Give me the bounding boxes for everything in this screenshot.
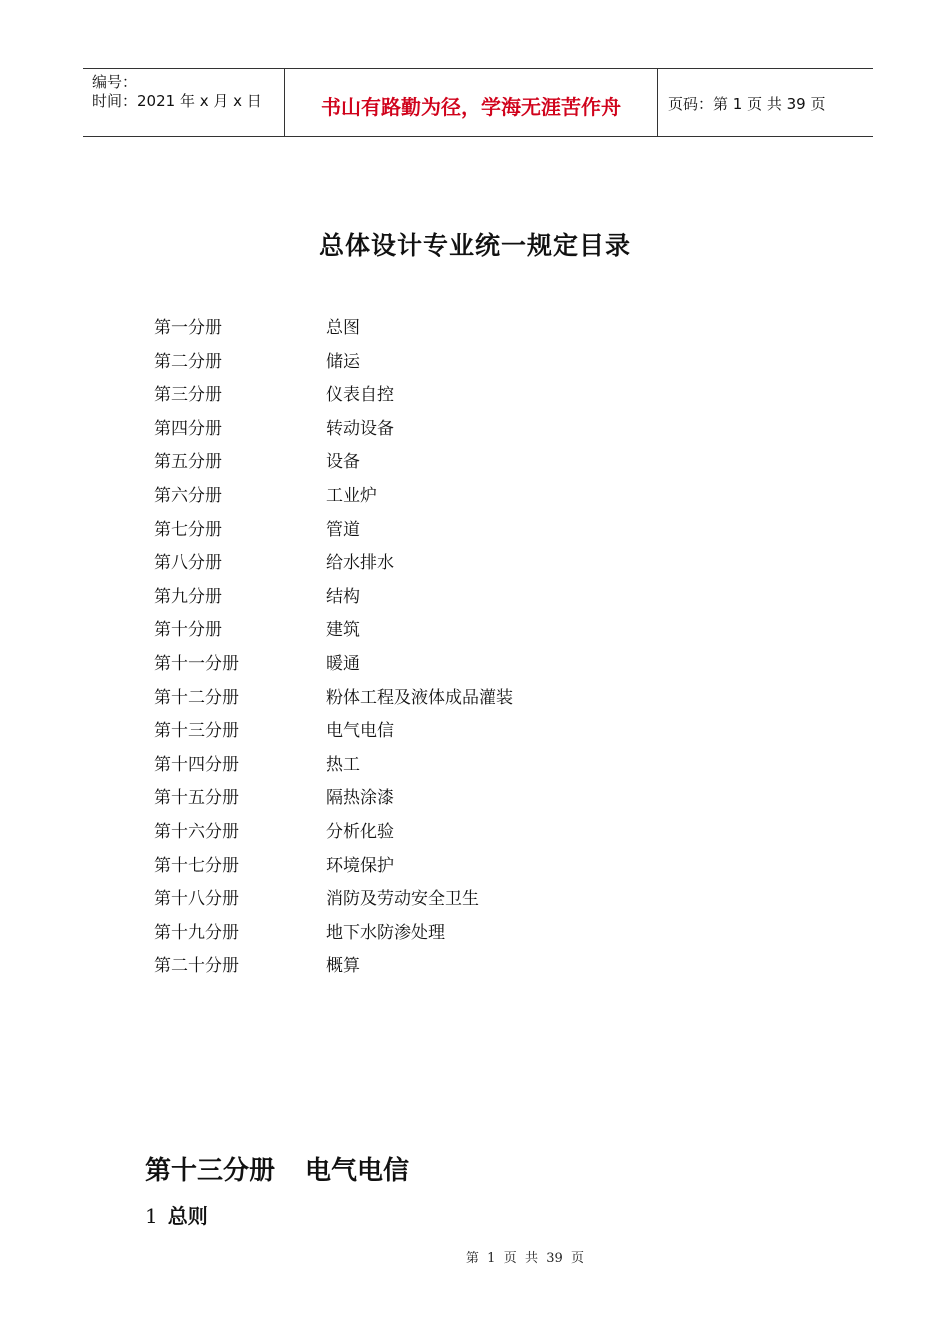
number-label: 编号：	[92, 73, 138, 91]
toc-item-number: 第四分册	[154, 418, 222, 439]
toc-item-name: 建筑	[326, 620, 360, 641]
subsection-number: 1	[145, 1204, 158, 1228]
toc-item-name: 热工	[326, 754, 360, 775]
toc-item-name: 电气电信	[326, 721, 394, 742]
toc-item-name: 消防及劳动安全卫生	[326, 889, 479, 910]
toc-item-name: 概算	[326, 956, 360, 977]
subsection-name: 总则	[167, 1204, 208, 1228]
header-page-cell	[658, 69, 873, 136]
toc-item-number: 第三分册	[154, 385, 222, 406]
toc-item-number: 第十一分册	[154, 653, 239, 674]
toc-item-name: 储运	[326, 351, 360, 372]
toc-item-name: 结构	[326, 586, 360, 607]
page-footer: 第 1 页 共 39 页	[465, 1251, 585, 1266]
header-info-cell	[83, 69, 285, 136]
section-title	[145, 1150, 409, 1187]
toc-item-name: 暖通	[326, 653, 360, 674]
toc-item-number: 第八分册	[154, 553, 222, 574]
page-header	[83, 68, 873, 137]
toc-item-number: 第六分册	[154, 485, 222, 506]
toc-item-name: 地下水防渗处理	[326, 922, 445, 943]
toc-item-number: 第十六分册	[154, 821, 239, 842]
toc-item-name: 分析化验	[326, 821, 394, 842]
section-name: 电气电信	[305, 1156, 410, 1186]
toc-item-number: 第十分册	[154, 620, 222, 641]
toc-item-number: 第五分册	[154, 452, 222, 473]
toc-item-name: 粉体工程及液体成品灌装	[326, 687, 513, 708]
toc-item-number: 第十二分册	[154, 687, 239, 708]
toc-item-name: 环境保护	[326, 855, 394, 876]
toc-item-number: 第一分册	[154, 318, 222, 338]
toc-item-number: 第十三分册	[154, 721, 239, 742]
toc-item-name: 给水排水	[326, 553, 394, 574]
header-motto-cell	[285, 69, 658, 136]
toc-item-number: 第十九分册	[154, 922, 239, 943]
document-title: 总体设计专业统一规定目录	[318, 231, 631, 260]
toc-item-name: 隔热涂漆	[326, 788, 394, 809]
toc-item-number: 第二十分册	[154, 956, 239, 977]
toc-item-number: 第十五分册	[154, 788, 239, 809]
toc-item-number: 第十四分册	[154, 754, 239, 775]
toc-item-name: 仪表自控	[326, 385, 394, 406]
subsection-title	[145, 1200, 208, 1229]
toc-item-name: 管道	[326, 519, 360, 540]
section-number: 第十三分册	[145, 1156, 276, 1186]
toc-item-name: 转动设备	[326, 418, 394, 439]
toc-item-number: 第十七分册	[154, 855, 239, 876]
toc-item-number: 第十八分册	[154, 889, 239, 910]
toc-item-number: 第二分册	[154, 351, 222, 372]
motto-text: 书山有路勤为径，学海无涯苦作舟	[321, 95, 621, 119]
page-info: 页码：第 1 页 共 39 页	[668, 95, 826, 113]
toc-item-number: 第九分册	[154, 586, 222, 607]
time-label: 时间：2021 年 x 月 x 日	[92, 92, 262, 110]
toc-item-number: 第七分册	[154, 519, 222, 540]
toc-item-name: 总图	[326, 318, 360, 338]
toc-item-name: 工业炉	[326, 485, 377, 506]
toc-item-name: 设备	[326, 452, 360, 473]
